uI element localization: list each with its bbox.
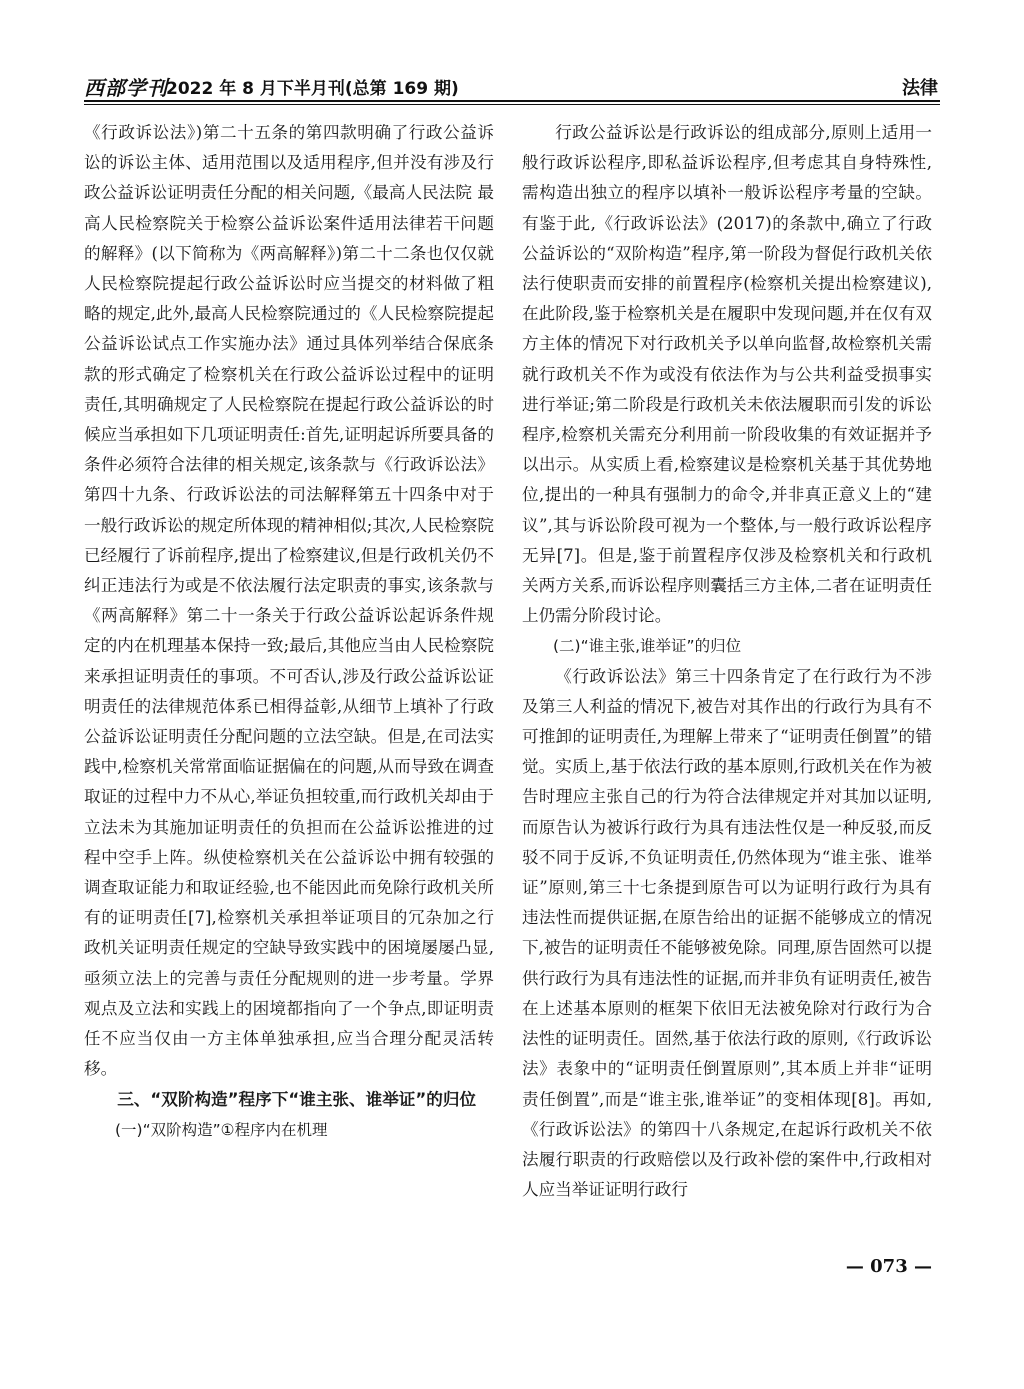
- subsection-heading: (二)“谁主张,谁举证”的归位: [553, 637, 742, 656]
- journal-logo: 西部学刊: [84, 76, 168, 100]
- header-rule-thin: [84, 104, 940, 105]
- subsection-heading: (一)“双阶构造”①程序内在机理: [115, 1120, 328, 1139]
- section-name: 法律: [902, 78, 938, 99]
- right-column: [522, 118, 932, 1250]
- body-paragraph: 行政公益诉讼是行政诉讼的组成部分,原则上适用一般行政诉讼程序,即私益诉讼程序,但考虑其自身特殊性,需构造出独立的程序以填补一般诉讼程序考量的空缺。有鉴于此,《行政诉讼法》(2017)的条款中,确立了行政公益诉讼的“双阶构造”程序,第一阶段为督促行政机关依法行使职责而安排的前置程序(检察机关提出检察建议),在此阶段,鉴于检察机关是在履职中发现问题,并在仅有双方主体的情况下对行政机关予以单向监督,故检察机关需就行政机关不作为或没有依法作为与公共利益受损事实进行举证;第二阶段是行政机关未依法履职而引发的诉讼程序,检察机关需充分利用前一阶段收集的有效证据并予以出示。从实质上看,检察建议是检察机关基于其优势地位,提出的一种具有强制力的命令,并非真正意义上的“建议”,其与诉讼阶段可视为一个整体,与一般行政诉讼程序无异[7]。但是,鉴于前置程序仅涉及检察机关和行政机关两方关系,而诉讼程序则囊括三方主体,二者在证明责任上仍需分阶段讨论。: [522, 123, 932, 626]
- running-header: [84, 68, 940, 104]
- page-number: — 073 —: [845, 1256, 932, 1277]
- body-paragraph: 《行政诉讼法》第三十四条肯定了在行政行为不涉及第三人利益的情况下,被告对其作出的行政行为具有不可推卸的证明责任,为理解上带来了“证明责任倒置”的错觉。实质上,基于依法行政的基本原则,行政机关在作为被告时理应主张自己的行为符合法律规定并对其加以证明,而原告认为被诉行政行为具有违法性仅是一种反驳,而反驳不同于反诉,不负证明责任,仍然体现为“谁主张、谁举证”原则,第三十七条提到原告可以为证明行政行为具有违法性而提供证据,在原告给出的证据不能够成立的情况下,被告的证明责任不能够被免除。同理,原告固然可以提供行政行为具有违法性的证据,而并非负有证明责任,被告在上述基本原则的框架下依旧无法被免除对行政行为合法性的证明责任。固然,基于依法行政的原则,《行政诉讼法》表象中的“证明责任倒置原则”,其本质上并非“证明责任倒置”,而是“谁主张,谁举证”的变相体现[8]。再如,《行政诉讼法》的第四十八条规定,在起诉行政机关不依法履行职责的行政赔偿以及行政补偿的案件中,行政相对人应当举证证明行政行: [522, 666, 932, 1200]
- header-rule-thick: [84, 100, 940, 102]
- body-paragraph: 《行政诉讼法》)第二十五条的第四款明确了行政公益诉讼的诉讼主体、适用范围以及适用程序,但并没有涉及行政公益诉讼证明责任分配的相关问题,《最高人民法院 最高人民检察院关于检察公益诉讼案件适用法律若干问题的解释》(以下简称为《两高解释》)第二十二条也仅仅就人民检察院提起行政公益诉讼时应当提交的材料做了粗略的规定,此外,最高人民检察院通过的《人民检察院提起公益诉讼试点工作实施办法》通过具体列举结合保底条款的形式确定了检察机关在行政公益诉讼过程中的证明责任,其明确规定了人民检察院在提起行政公益诉讼的时候应当承担如下几项证明责任:首先,证明起诉所要具备的条件必须符合法律的相关规定,该条款与《行政诉讼法》第四十九条、行政诉讼法的司法解释第五十四条中对于一般行政诉讼的规定所体现的精神相似;其次,人民检察院已经履行了诉前程序,提出了检察建议,但是行政机关仍不纠正违法行为或是不依法履行法定职责的事实,该条款与《两高解释》第二十一条关于行政公益诉讼起诉条件规定的内在机理基本保持一致;最后,其他应当由人民检察院来承担证明责任的事项。不可否认,涉及行政公益诉讼证明责任的法律规范体系已相得益彰,从细节上填补了行政公益诉讼证明责任分配问题的立法空缺。但是,在司法实践中,检察机关常常面临证据偏在的问题,从而导致在调查取证的过程中力不从心,举证负担较重,而行政机关却由于立法未为其施加证明责任的负担而在公益诉讼推进的过程中空手上阵。纵使检察机关在公益诉讼中拥有较强的调查取证能力和取证经验,也不能因此而免除行政机关所有的证明责任[7],检察机关承担举证项目的冗杂加之行政机关证明责任规定的空缺导致实践中的困境屡屡凸显,亟须立法上的完善与责任分配规则的进一步考量。学界观点及立法和实践上的困境都指向了一个争点,即证明责任不应当仅由一方主体单独承担,应当合理分配灵活转移。: [84, 123, 494, 1079]
- journal-issue-info: 2022 年 8 月下半月刊(总第 169 期): [166, 79, 459, 99]
- left-column: [84, 118, 494, 1250]
- section-heading: 三、“双阶构造”程序下“谁主张、谁举证”的归位: [117, 1089, 477, 1109]
